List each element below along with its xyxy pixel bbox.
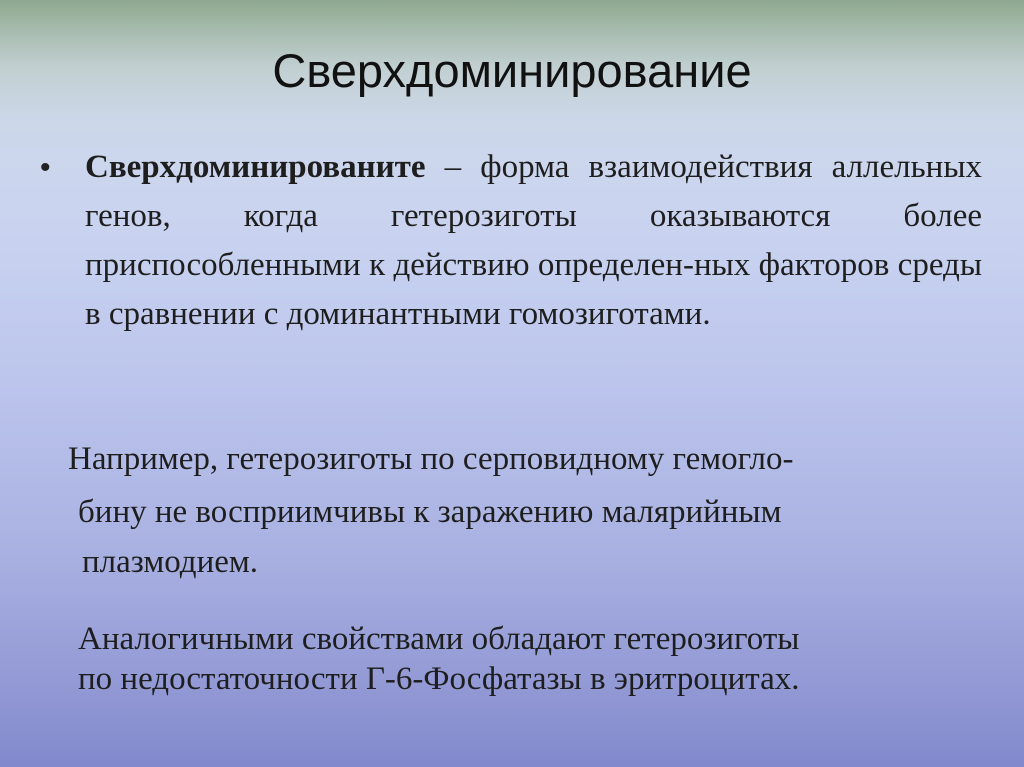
example-line-1: Например, гетерозиготы по серповидному гемогло- <box>68 441 794 477</box>
example-line-2: бину не восприимчивы к заражению малярийным <box>78 494 782 530</box>
note-paragraph <box>78 619 998 699</box>
example-line-3: плазмодием. <box>82 544 259 580</box>
note-line-2: по недостаточности Г-6-Фосфатазы в эритроцитах. <box>78 661 800 697</box>
definition-bullet <box>40 143 982 339</box>
bullet-marker: • <box>40 151 51 184</box>
note-line-1: Аналогичными свойствами обладают гетерозиготы <box>78 621 800 657</box>
definition-text <box>85 143 982 339</box>
definition-term: Сверхдоминированите <box>85 149 426 185</box>
slide-title: Сверхдоминирование <box>272 44 752 97</box>
example-paragraph <box>68 433 988 585</box>
definition-body: – форма взаимодействия аллельных генов, когда гетерозиготы оказываются более приспособленными к действию определен-ных факторов среды в сравнении с доминантными гомозиготами. <box>85 149 982 332</box>
